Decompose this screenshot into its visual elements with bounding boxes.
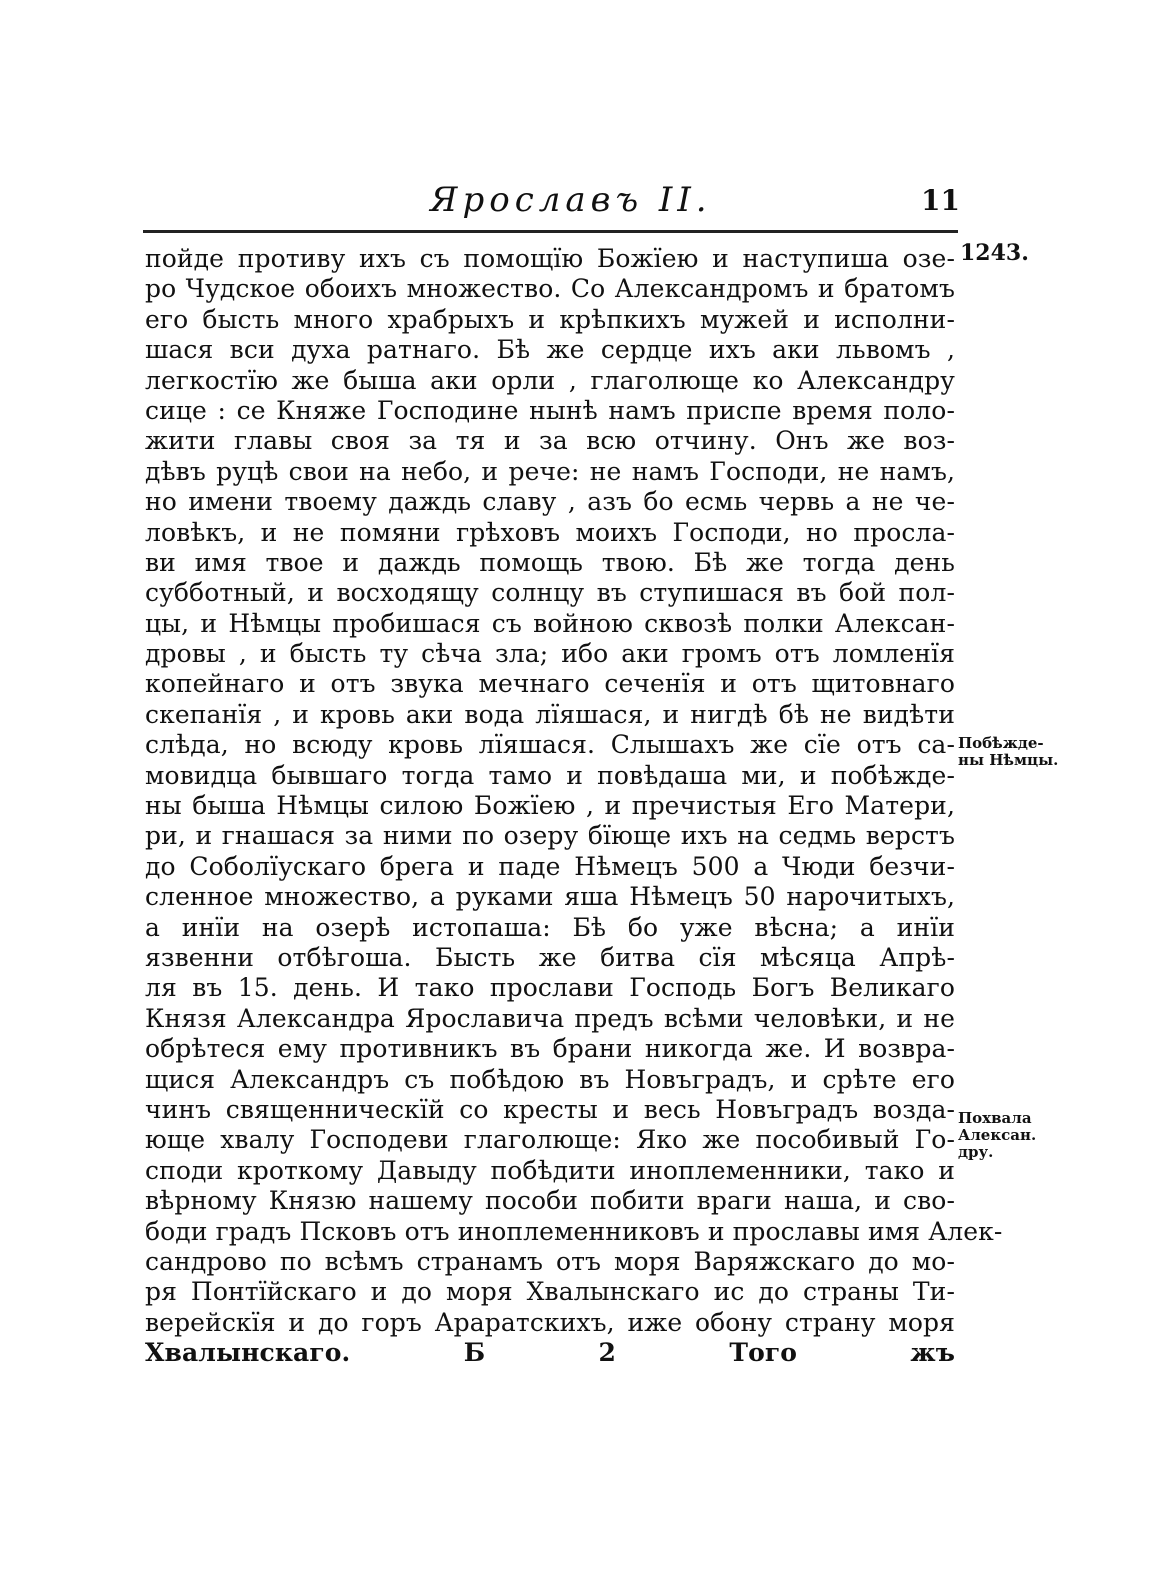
text-line: но имени твоему даждь славу , азъ бо есмь червь а не че- bbox=[145, 487, 955, 517]
text-line: жити главы своя за тя и за всю отчину. Онъ же воз- bbox=[145, 426, 955, 456]
text-line: Князя Александра Ярославича предъ всѣми человѣки, и не bbox=[145, 1003, 955, 1033]
text-line: ри, и гнашася за ними по озеру бїюще ихъ на седмь верстъ bbox=[145, 821, 955, 851]
text-line: сленное множество, а руками яша Нѣмецъ 50 нарочитыхъ, bbox=[145, 882, 955, 912]
page-number: 11 bbox=[921, 184, 960, 217]
margin-year: 1243. bbox=[960, 240, 1029, 266]
header-rule bbox=[143, 230, 958, 233]
text-line: сице : се Княже Господине нынѣ намъ приспе время поло- bbox=[145, 395, 955, 425]
text-line: мовидца бывшаго тогда тамо и повѣдаша ми, и побѣжде- bbox=[145, 760, 955, 790]
margin-note-line: ны Нѣмцы. bbox=[958, 751, 1059, 769]
final-line bbox=[145, 1338, 955, 1368]
text-line: ны быша Нѣмцы силою Божїею , и пречистыя Его Матери, bbox=[145, 791, 955, 821]
text-line: пойде противу ихъ съ помощїю Божїею и наступиша озе- bbox=[145, 244, 955, 273]
catchword: Того жъ bbox=[729, 1338, 956, 1368]
margin-note-line: Похвала bbox=[958, 1109, 1032, 1127]
final-line-text: Хвалынскаго. bbox=[145, 1338, 351, 1368]
text-line: слѣда, но всюду кровь лїяшася. Слышахъ же сїе отъ са- bbox=[145, 730, 955, 760]
text-line: ля въ 15. день. И тако прослави Господь Богъ Великаго bbox=[145, 973, 955, 1003]
text-line: верейскїя и до горъ Араратскихъ, иже обону страну моря bbox=[145, 1307, 955, 1337]
text-line: споди кроткому Давыду побѣдити иноплеменники, тако и bbox=[145, 1155, 955, 1185]
text-line: до Соболїускаго брега и паде Нѣмецъ 500 а Чюди безчи- bbox=[145, 851, 955, 881]
text-line: сандрово по всѣмъ странамъ отъ моря Варяжскаго до мо- bbox=[145, 1246, 955, 1276]
margin-note-defeat bbox=[958, 735, 1058, 769]
text-line: дѣвъ руцѣ свои на небо, и рече: не намъ Господи, не намъ, bbox=[145, 456, 955, 486]
text-line: щися Александръ съ побѣдою въ Новъградъ, и срѣте его bbox=[145, 1064, 955, 1094]
text-line: а инїи на озерѣ истопаша: Бѣ бо уже вѣсна; а инїи bbox=[145, 912, 955, 942]
text-line: копейнаго и отъ звука мечнаго сеченїя и отъ щитовнаго bbox=[145, 669, 955, 699]
text-line: ви имя твое и даждь помощь твою. Бѣ же тогда день bbox=[145, 547, 955, 577]
signature-mark: Б 2 bbox=[463, 1338, 616, 1368]
margin-note-line: Алексан. bbox=[958, 1126, 1037, 1144]
text-line: боди градъ Псковъ отъ иноплеменниковъ и прославы имя Алек- bbox=[145, 1216, 1003, 1246]
text-line: чинъ священническїй со кресты и весь Новъградъ возда- bbox=[145, 1094, 955, 1124]
text-line: его бысть много храбрыхъ и крѣпкихъ мужей и исполни- bbox=[145, 304, 955, 334]
text-line: цы, и Нѣмцы пробишася съ войною сквозѣ полки Алексан- bbox=[145, 608, 955, 638]
margin-note-line: Побѣжде- bbox=[958, 734, 1044, 752]
text-line: субботный, и восходящу солнцу въ ступишася въ бой пол- bbox=[145, 578, 955, 608]
text-line: вѣрному Князю нашему пособи побити враги наша, и сво- bbox=[145, 1186, 955, 1216]
text-line: юще хвалу Господеви глаголюще: Яко же пособивый Го- bbox=[145, 1125, 955, 1155]
text-line: язвенни отбѣгоша. Бысть же битва сїя мѣсяца Апрѣ- bbox=[145, 942, 955, 972]
text-line: ловѣкъ, и не помяни грѣховъ моихъ Господи, но просла- bbox=[145, 517, 955, 547]
text-line: обрѣтеся ему противникъ въ брани никогда же. И возвра- bbox=[145, 1034, 955, 1064]
text-line: ря Понтїйскаго и до моря Хвалынскаго ис до страны Ти- bbox=[145, 1277, 955, 1307]
text-line: ро Чудское обоихъ множество. Со Александромъ и братомъ bbox=[145, 274, 955, 304]
margin-note-praise bbox=[958, 1110, 1036, 1161]
text-line: скепанїя , и кровь аки вода лїяшася, и нигдѣ бѣ не видѣти bbox=[145, 699, 955, 729]
page-title: Ярославъ II. bbox=[430, 180, 712, 220]
text-line: дровы , и бысть ту сѣча зла; ибо аки громъ отъ ломленїя bbox=[145, 639, 955, 669]
margin-note-line: дру. bbox=[958, 1143, 994, 1161]
running-head bbox=[140, 180, 960, 230]
text-line: шася вси духа ратнаго. Бѣ же сердце ихъ аки львомъ , bbox=[145, 335, 955, 365]
text-line: легкостїю же быша аки орли , глаголюще ко Александру bbox=[145, 365, 955, 395]
